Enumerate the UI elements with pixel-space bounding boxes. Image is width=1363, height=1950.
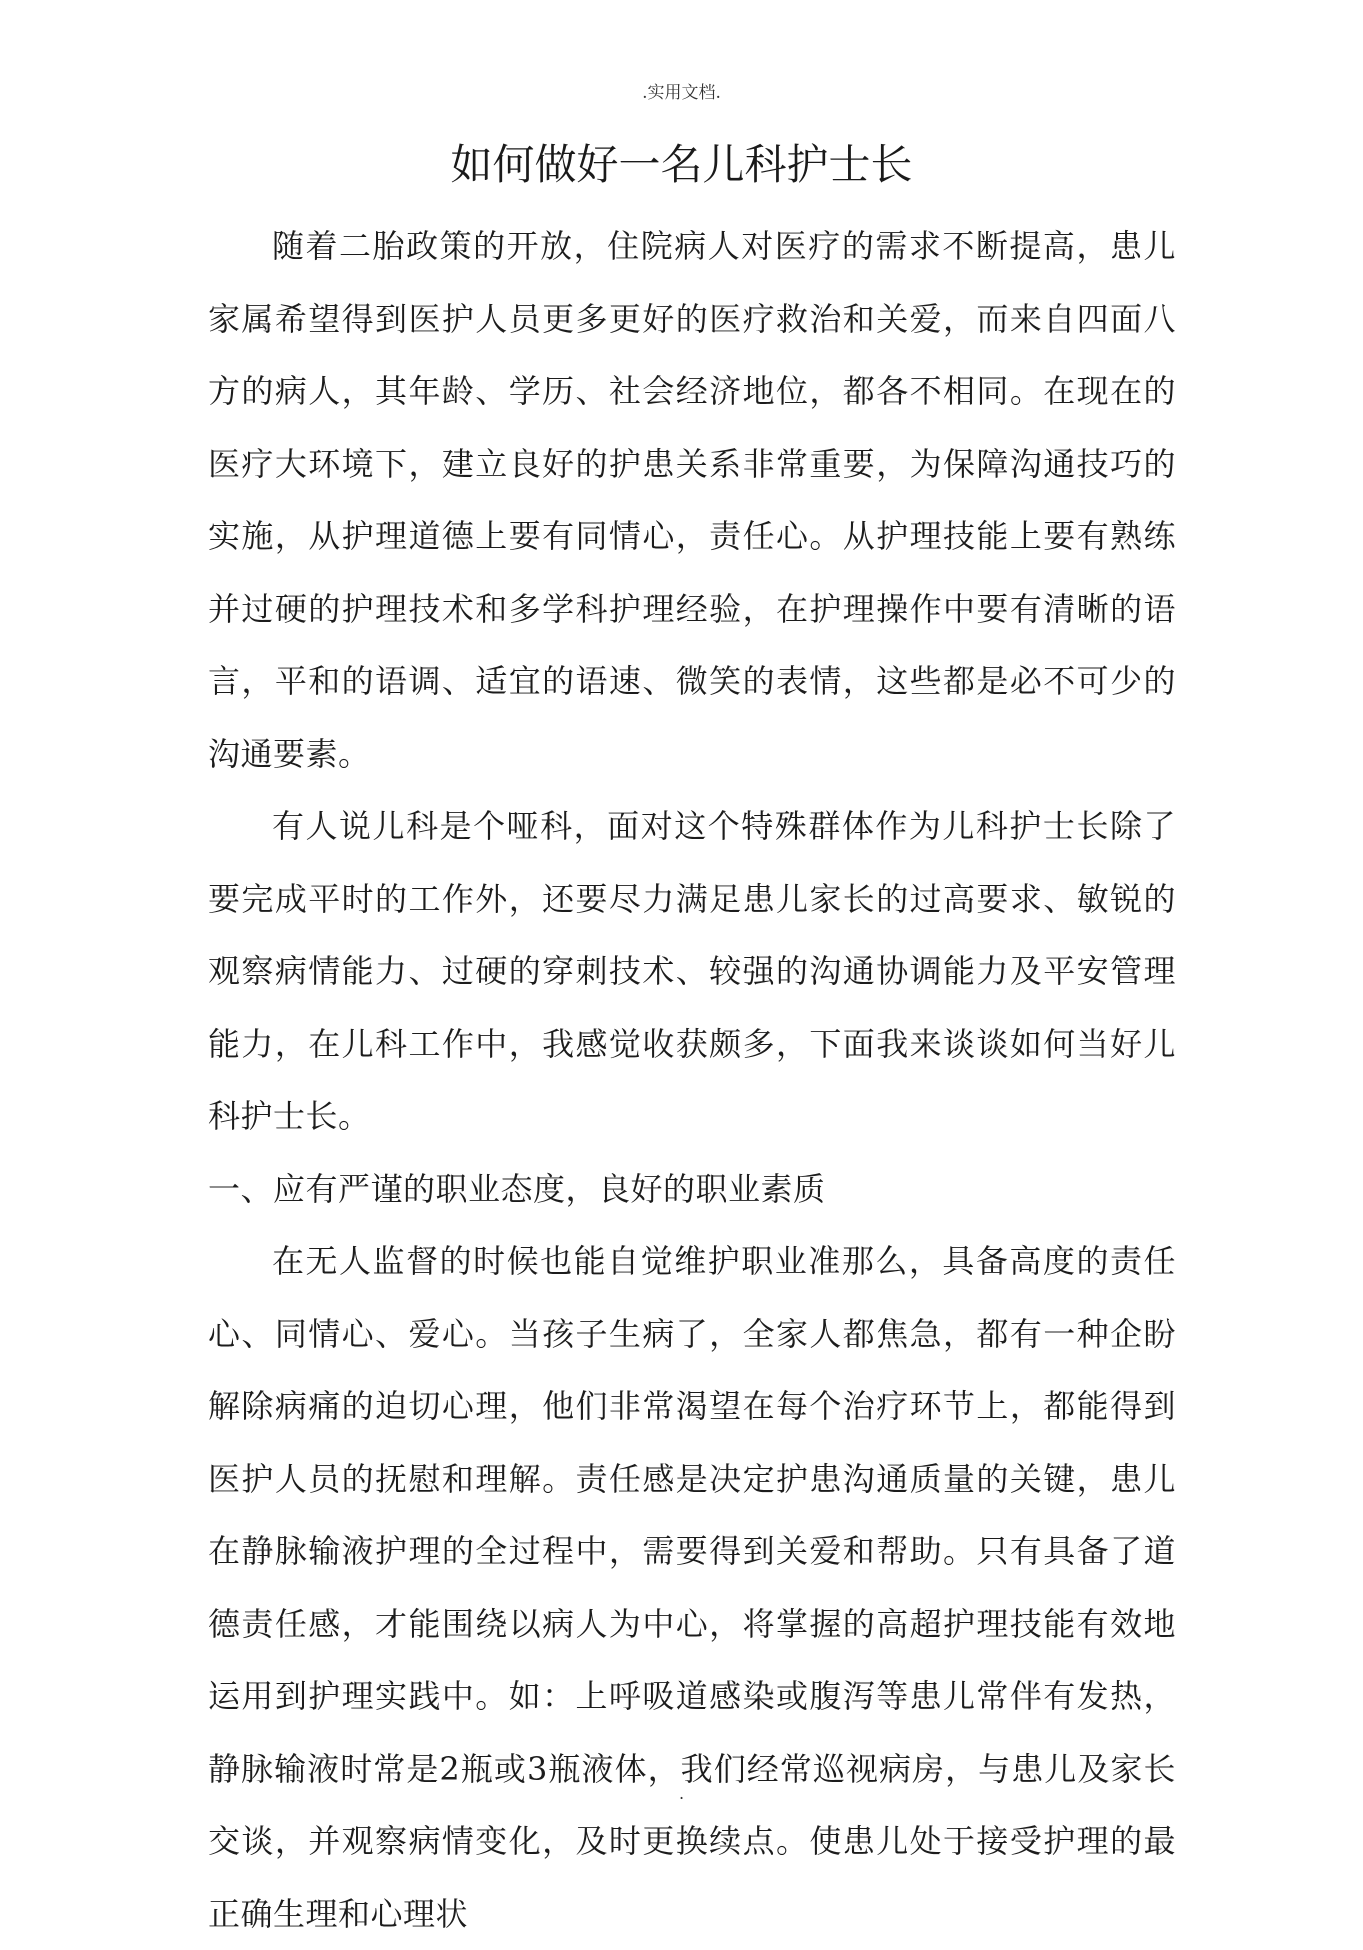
section-heading-1: 一、应有严谨的职业态度，良好的职业素质 xyxy=(208,1169,826,1208)
document-title: 如何做好一名儿科护士长 xyxy=(450,140,913,189)
header-note: .实用文档. xyxy=(642,83,721,103)
paragraph-intro: 随着二胎政策的开放，住院病人对医疗的需求不断提高，患儿家属希望得到医护人员更多更好的医疗救治和关爱，而来自四面八方的病人，其年龄、学历、社会经济地位，都各不相同。在现在的医疗大环境下，建立良好的护患关系非常重要，为保障沟通技巧的实施，从护理道德上要有同情心，责任心。从护理技能上要有熟练并过硬的护理技术和多学科护理经验，在护理操作中要有清晰的语言，平和的语调、适宜的语速、微笑的表情，这些都是必不可少的沟通要素。 xyxy=(208,227,1176,773)
document-body xyxy=(208,210,1176,1950)
footer-mark: . xyxy=(678,1784,685,1803)
paragraph-responsibility: 在无人监督的时候也能自觉维护职业准那么，具备高度的责任心、同情心、爱心。当孩子生病了，全家人都焦急，都有一种企盼解除病痛的迫切心理，他们非常渴望在每个治疗环节上，都能得到医护人员的抚慰和理解。责任感是决定护患沟通质量的关键，患儿在静脉输液护理的全过程中，需要得到关爱和帮助。只有具备了道德责任感，才能围绕以病人为中心，将掌握的高超护理技能有效地运用到护理实践中。如：上呼吸道感染或腹泻等患儿常伴有发热，静脉输液时常是2瓶或3瓶液体，我们经常巡视病房，与患儿及家长交谈，并观察病情变化，及时更换续点。使患儿处于接受护理的最正确生理和心理状 xyxy=(208,1242,1176,1933)
paragraph-pediatrics: 有人说儿科是个哑科，面对这个特殊群体作为儿科护士长除了要完成平时的工作外，还要尽力满足患儿家长的过高要求、敏锐的观察病情能力、过硬的穿刺技术、较强的沟通协调能力及平安管理能力，在儿科工作中，我感觉收获颇多，下面我来谈谈如何当好儿科护士长。 xyxy=(208,807,1176,1135)
